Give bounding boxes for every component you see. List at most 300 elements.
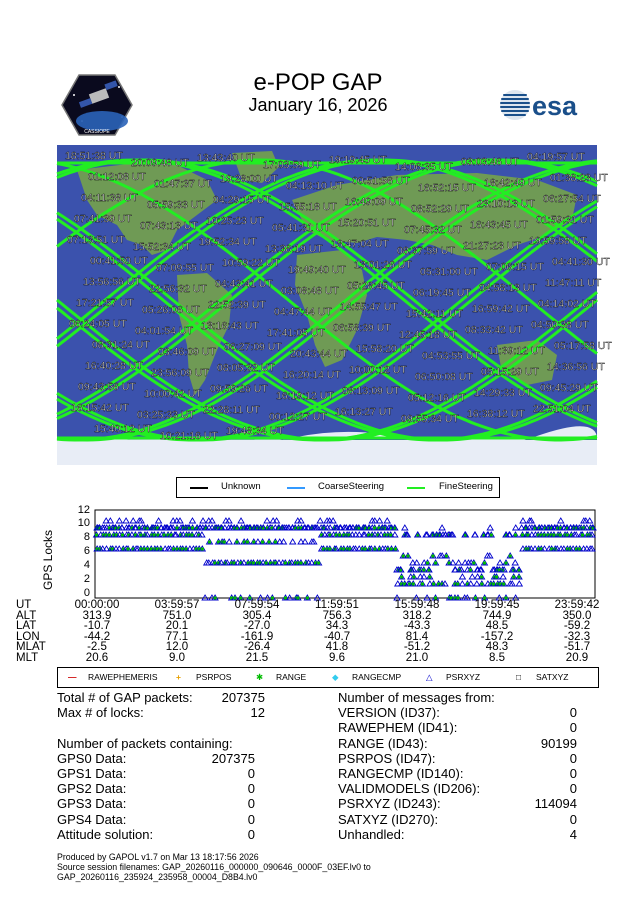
track-time-label: 11:47:11 UT (545, 277, 602, 289)
stat-label: GPS0 Data: (57, 750, 127, 766)
msg-value: 114094 (534, 796, 577, 812)
satxyz-symbol: □ (516, 672, 522, 682)
footer (57, 852, 617, 882)
track-time-label: 04:11:38 UT (81, 192, 139, 204)
messages-heading: Number of messages from: (338, 690, 495, 705)
range-marker (191, 534, 194, 537)
track-time-label: 16:20:14 UT (283, 369, 341, 381)
axis-value: -51.2 (403, 641, 431, 654)
range-marker (502, 583, 505, 586)
track-time-label: 19:52:34 UT (199, 236, 257, 248)
track-time-label: 03:46:09 UT (158, 346, 216, 358)
msg-label: PSRPOS (ID47): (338, 750, 436, 766)
axis-value: 21.0 (405, 651, 429, 664)
range-marker (328, 548, 331, 551)
track-time-label: 19:48:34 UT (226, 425, 284, 437)
track-time-label: 06:50:08 UT (415, 371, 473, 383)
track-time-label: 16:38:12 UT (467, 408, 525, 420)
max-locks-value: 12 (250, 705, 265, 721)
msg-label: RAWEPHEM (ID41): (338, 720, 458, 736)
locks-ylabel (38, 520, 58, 600)
track-time-label: 10:00:12 UT (349, 364, 407, 376)
range-marker (431, 555, 434, 558)
track-time-label: 01:59:31 UT (536, 214, 594, 226)
axis-value: -27.0 (243, 620, 271, 633)
axis-value: 19:59:45 (474, 599, 520, 611)
track-time-label: 18:42:49 UT (484, 177, 542, 189)
legend-finesteering: FineSteering (439, 481, 493, 492)
ytick: 10 (77, 517, 90, 529)
range-marker (373, 527, 376, 530)
track-time-label: 10:00:42 UT (144, 388, 202, 400)
page-date: January 16, 2026 (248, 95, 388, 115)
axis-value: -40.7 (323, 630, 351, 643)
axis-value: 77.1 (165, 630, 189, 643)
stat-label: GPS4 Data: (57, 811, 127, 827)
range-marker (421, 583, 424, 586)
range-symbol: ✱ (256, 672, 264, 682)
stat-label: Attitude solution: (57, 826, 154, 842)
track-time-label: 23:56:09 UT (151, 367, 209, 379)
ground-track-map (57, 145, 612, 465)
range-marker (364, 548, 367, 551)
track-time-label: 15:55:18 UT (279, 201, 337, 213)
axis-value: 313.9 (82, 609, 112, 622)
track-time-label: 05:15:29 UT (481, 366, 539, 378)
svg-text:esa: esa (532, 91, 578, 121)
track-time-label: 09:43:56 UT (78, 381, 136, 393)
range-marker (108, 534, 111, 537)
axis-value: 318.2 (402, 609, 432, 622)
msg-value: 0 (569, 720, 577, 736)
track-time-label: 04:43:41 UT (215, 278, 273, 290)
message-stats (338, 690, 583, 842)
finesteering-line-swatch (407, 487, 425, 489)
range-marker (201, 548, 204, 551)
psrxyz-symbol: △ (426, 672, 433, 682)
track-time-label: 04:13:10 UT (286, 180, 344, 192)
range-marker (274, 541, 277, 544)
range-marker (505, 562, 508, 565)
range-marker (512, 576, 515, 579)
axis-value: 00:00:00 (74, 599, 120, 611)
axis-value: 34.3 (325, 620, 349, 633)
range-marker (284, 562, 287, 565)
range-marker (159, 548, 162, 551)
gps-locks-plot (95, 505, 597, 600)
svg-text:CASSIOPE: CASSIOPE (84, 129, 110, 135)
footer-source-files-end: GAP_20260116_235924_235958_00004_D8B4.lv0 (57, 872, 258, 882)
track-time-label: 07:13:51 UT (67, 234, 125, 246)
track-time-label: 19:19:45 UT (329, 154, 387, 166)
track-time-label: 07:43:13 UT (140, 220, 198, 232)
axis-value: 20.9 (565, 651, 589, 664)
range-marker (456, 583, 459, 586)
packets-containing-heading: Number of packets containing: (57, 735, 233, 751)
track-time-label: 04:47:44 UT (274, 306, 332, 318)
msg-label: RANGE (ID43): (338, 735, 428, 751)
axis-value: 15:59:48 (394, 599, 440, 611)
axis-value: -157.2 (480, 630, 514, 643)
total-packets-value: 207375 (221, 690, 265, 705)
track-time-label: 14:36:56 UT (547, 361, 605, 373)
track-time-label: 03:03:46 UT (461, 156, 519, 168)
range-marker (235, 541, 238, 544)
ytick: 4 (83, 559, 90, 571)
range-marker (552, 534, 555, 537)
track-time-label: 03:08:48 UT (281, 285, 339, 297)
range-marker (400, 576, 403, 579)
track-time-label: 01:38:23 UT (550, 172, 608, 184)
axis-value: 9.6 (329, 651, 345, 664)
track-time-label: 13:16:43 UT (201, 320, 259, 332)
track-time-label: 08:33:42 UT (465, 324, 523, 336)
range-marker (223, 541, 226, 544)
track-time-label: 06:19:45 UT (413, 287, 471, 299)
track-time-label: 18:51:38 UT (65, 150, 123, 162)
range-marker (428, 576, 431, 579)
track-time-label: 13:38:19 UT (265, 243, 323, 255)
range-marker (95, 534, 98, 537)
axis-value: 9.0 (169, 651, 185, 664)
legend-psrpos: PSRPOS (196, 672, 232, 682)
msg-label: VERSION (ID37): (338, 705, 440, 721)
range-marker (394, 548, 397, 551)
axis-value: 20.6 (85, 651, 109, 664)
range-marker (432, 583, 435, 586)
legend-unknown: Unknown (221, 481, 261, 492)
track-time-label: 10:59:22 UT (222, 257, 280, 269)
msg-value: 90199 (540, 735, 577, 751)
track-time-label: 15:52:34 UT (133, 241, 191, 253)
msg-value: 0 (569, 750, 577, 766)
range-marker (581, 534, 584, 537)
axis-label: UT (16, 599, 32, 611)
track-time-label: 10:21:16 UT (160, 430, 218, 442)
range-marker (509, 555, 512, 558)
track-time-label: 04:29:15 UT (213, 194, 271, 206)
track-time-label: 05:31:00 UT (420, 266, 478, 278)
track-time-label: 16:59:42 UT (472, 303, 530, 315)
track-time-label: 03:25:33 UT (137, 409, 195, 421)
orbit-axis-table (14, 600, 624, 664)
track-time-label: 05:12:16 UT (408, 392, 466, 404)
track-time-label: 22:28:11 UT (203, 404, 261, 416)
unknown-line-swatch (190, 487, 208, 489)
track-time-label: 05:28:45 UT (347, 280, 405, 292)
range-marker (412, 583, 415, 586)
packet-stats (57, 690, 287, 842)
range-marker (252, 562, 255, 565)
track-time-label: 17:21:57 UT (76, 297, 134, 309)
track-time-label: 11:39:12 UT (488, 345, 546, 357)
track-time-label: 06:27:09 UT (224, 341, 282, 353)
range-marker (412, 576, 415, 579)
track-time-label: 00:12:27 UT (269, 411, 327, 423)
axis-value: -26.4 (243, 641, 271, 654)
range-marker (472, 562, 475, 565)
track-time-label: 14:29:33 UT (474, 387, 532, 399)
track-time-label: 08:05:32 UT (217, 362, 275, 374)
ytick: 12 (77, 504, 90, 516)
track-time-label: 16:40:28 UT (85, 360, 143, 372)
range-marker (559, 534, 562, 537)
track-time-label: 22:51:04 UT (533, 403, 591, 415)
stat-label: GPS2 Data: (57, 781, 127, 797)
total-packets-label: Total # of GAP packets: (57, 690, 193, 705)
track-legend (176, 477, 500, 498)
track-time-label: 10:25:23 UT (206, 215, 264, 227)
axis-value: 744.9 (482, 609, 512, 622)
track-time-label: 05:26:06 UT (142, 304, 200, 316)
axis-value: -10.7 (83, 620, 111, 633)
legend-range: RANGE (276, 672, 307, 682)
range-marker (373, 548, 376, 551)
track-time-label: 00:51:56 UT (352, 175, 410, 187)
stat-value: 0 (247, 826, 255, 842)
axis-value: 48.3 (485, 641, 509, 654)
track-time-label: 12:45:18 UT (399, 329, 457, 341)
range-marker (389, 534, 392, 537)
axis-value: -161.9 (240, 630, 274, 643)
track-time-label: 05:59:33 UT (147, 199, 205, 211)
msg-label: RANGECMP (ID140): (338, 765, 464, 781)
track-time-label: 14:55:47 UT (340, 301, 398, 313)
axis-value: 81.4 (405, 630, 429, 643)
stat-label: GPS1 Data: (57, 765, 127, 781)
track-time-label: 08:13:09 UT (342, 385, 400, 397)
track-time-label: 07:45:32 UT (404, 224, 462, 236)
page-title: e-POP GAP (253, 69, 383, 96)
msg-label: PSRXYZ (ID243): (338, 796, 441, 812)
axis-label: MLT (16, 651, 39, 664)
axis-value: -51.7 (563, 641, 591, 654)
axis-value: -44.2 (83, 630, 111, 643)
track-time-label: 15:40:12 UT (94, 423, 152, 435)
ytick: 6 (83, 545, 90, 557)
axis-value: 23:59:42 (554, 599, 600, 611)
range-marker (252, 541, 255, 544)
axis-value: 12.0 (165, 641, 189, 654)
axis-value: 07:59:54 (234, 599, 280, 611)
axis-label: LAT (16, 620, 37, 633)
stat-value: 0 (247, 781, 255, 797)
axis-label: MLAT (16, 641, 46, 654)
axis-row-mlt (14, 653, 624, 664)
footer-source-files: Source session filenames: GAP_20260116_000000_090646_0000F_03EF.lv0 to (57, 862, 371, 872)
range-marker (480, 583, 483, 586)
legend-rangecmp: RANGECMP (352, 672, 402, 682)
track-time-label: 17:03:59 UT (263, 159, 321, 171)
range-marker (422, 569, 425, 572)
track-time-label: 13:56:56 UT (83, 276, 141, 288)
track-time-label: 16:49:09 UT (345, 196, 403, 208)
stat-value: 0 (247, 796, 255, 812)
legend-psrxyz: PSRXYZ (446, 672, 481, 682)
track-time-label: 04:19:57 UT (527, 151, 585, 163)
range-marker (483, 562, 486, 565)
psrpos-symbol: + (176, 672, 181, 682)
range-marker (426, 562, 429, 565)
track-time-label: 19:49:40 UT (288, 264, 346, 276)
rawephemeris-symbol: — (68, 672, 77, 682)
range-marker (514, 534, 517, 537)
track-time-label: 13:43:40 UT (197, 152, 255, 164)
track-time-label: 06:58:39 UT (333, 322, 391, 334)
range-marker (121, 534, 124, 537)
stat-label: GPS3 Data: (57, 796, 127, 812)
range-marker (434, 562, 437, 565)
range-marker (338, 534, 341, 537)
track-time-label: 04:58:13 UT (479, 282, 537, 294)
track-time-label: 15:42:11 UT (406, 308, 464, 320)
axis-value: 305.4 (242, 609, 272, 622)
track-time-label: 04:41:30 UT (552, 256, 610, 268)
range-marker (521, 534, 524, 537)
track-time-label: 04:14:02 UT (538, 298, 596, 310)
range-marker (490, 534, 493, 537)
track-time-label: 15:20:51 UT (338, 217, 396, 229)
range-marker (139, 534, 142, 537)
msg-label: VALIDMODELS (ID206): (338, 781, 481, 797)
cassiope-logo (62, 73, 132, 137)
axis-value: -43.3 (403, 620, 431, 633)
svg-text:GPS Locks: GPS Locks (41, 529, 55, 591)
stat-value: 0 (247, 765, 255, 781)
axis-value: 48.5 (485, 620, 509, 633)
track-time-label: 04:53:55 UT (422, 350, 480, 362)
footer-produced-by: Produced by GAPOL v1.7 on Mar 13 18:17:56 2026 (57, 852, 259, 862)
track-time-label: 19:28:00 UT (220, 173, 278, 185)
max-locks-label: Max # of locks: (57, 705, 144, 721)
track-time-label: 20:43:44 UT (290, 348, 348, 360)
track-time-label: 08:37:59 UT (397, 245, 455, 257)
msg-value: 0 (569, 765, 577, 781)
message-type-legend (57, 667, 599, 688)
axis-value: 41.8 (325, 641, 349, 654)
range-marker (445, 555, 448, 558)
range-marker (406, 555, 409, 558)
msg-label: Unhandled: (338, 826, 405, 842)
track-time-label: 16:19:12 UT (276, 390, 334, 402)
track-time-label: 14:06:35 UT (395, 161, 453, 173)
track-time-label: 09:59:26 UT (210, 383, 268, 395)
range-marker (163, 534, 166, 537)
rangecmp-symbol: ◆ (332, 672, 339, 682)
track-time-label: 18:47:04 UT (331, 238, 389, 250)
track-time-label: 05:17:58 UT (554, 340, 612, 352)
range-marker (268, 541, 271, 544)
axis-value: 21.5 (245, 651, 269, 664)
legend-rawephemeris: RAWEPHEMERIS (88, 672, 158, 682)
esa-logo (497, 87, 597, 123)
legend-satxyz: SATXYZ (536, 672, 569, 682)
track-time-label: 15:58:20 UT (356, 343, 414, 355)
msg-value: 0 (569, 811, 577, 827)
axis-label: LON (16, 630, 40, 643)
track-time-label: 08:31:24 UT (92, 339, 150, 351)
axis-label: ALT (16, 609, 37, 622)
axis-value: 756.3 (322, 609, 352, 622)
track-time-label: 21:27:23 UT (463, 240, 521, 252)
range-marker (317, 562, 320, 565)
axis-value: 11:59:51 (315, 599, 359, 611)
range-marker (246, 541, 249, 544)
track-time-label: 01:12:08 UT (88, 171, 146, 183)
track-time-label: 05:41:31 UT (272, 222, 330, 234)
track-time-label: 17:41:05 UT (267, 327, 325, 339)
range-marker (261, 541, 264, 544)
track-time-label: 08:52:29 UT (411, 203, 469, 215)
legend-coarsesteering: CoarseSteering (318, 481, 385, 492)
track-time-label: 07:09:55 UT (156, 262, 214, 274)
track-time-label: 06:27:54 UT (543, 193, 601, 205)
range-marker (495, 576, 498, 579)
range-marker (492, 583, 495, 586)
range-marker (402, 555, 405, 558)
range-marker (469, 569, 472, 572)
range-marker (127, 548, 130, 551)
track-time-label: 16:52:15 UT (418, 182, 476, 194)
track-time-label: 20:09:48 UT (131, 157, 189, 169)
axis-value: -59.2 (563, 620, 591, 633)
track-time-label: 16:43:45 UT (470, 219, 528, 231)
axis-value: 03:59:57 (154, 599, 200, 611)
ytick: 8 (83, 531, 90, 543)
track-time-label: 13:01:26 UT (354, 259, 412, 271)
stat-value: 0 (247, 811, 255, 827)
range-marker (518, 576, 521, 579)
ytick: 2 (83, 573, 90, 585)
msg-value: 0 (569, 781, 577, 797)
track-time-label: 04:50:38 UT (531, 319, 589, 331)
range-marker (566, 534, 569, 537)
range-marker (299, 562, 302, 565)
track-time-label: 23:10:13 UT (477, 198, 535, 210)
track-time-label: 07:41:39 UT (74, 213, 132, 225)
range-marker (480, 576, 483, 579)
track-time-label: 07:06:15 UT (486, 261, 544, 273)
track-time-label: 04:01:54 UT (135, 325, 193, 337)
msg-value: 0 (569, 705, 577, 721)
axis-value: -2.5 (87, 641, 107, 654)
axis-value: -32.3 (563, 630, 591, 643)
axis-value: 751.0 (162, 609, 192, 622)
range-marker (208, 541, 211, 544)
axis-value: 20.1 (165, 620, 189, 633)
axis-row-ut (14, 600, 624, 611)
track-time-label: 00:41:50 UT (90, 255, 148, 267)
msg-value: 4 (569, 826, 577, 842)
coarsesteering-line-swatch (287, 487, 305, 489)
track-time-label: 09:45:29 UT (540, 382, 598, 394)
stat-value: 207375 (211, 750, 255, 766)
track-time-label: 22:56:32 UT (149, 283, 207, 295)
range-marker (191, 527, 194, 530)
track-time-label: 19:59:58 UT (529, 235, 587, 247)
track-time-label: 01:47:37 UT (154, 178, 212, 190)
msg-label: SATXYZ (ID270): (338, 811, 439, 827)
axis-value: 350.0 (562, 609, 592, 622)
track-time-label: 09:55:34 UT (401, 413, 459, 425)
ytick: 0 (83, 587, 90, 599)
range-marker (265, 562, 268, 565)
track-time-label: 06:24:05 UT (69, 318, 127, 330)
axis-value: 8.5 (489, 651, 505, 664)
track-time-label: 16:15:42 UT (71, 402, 129, 414)
track-time-label: 22:52:39 UT (208, 299, 266, 311)
track-time-label: 16:13:27 UT (335, 406, 393, 418)
